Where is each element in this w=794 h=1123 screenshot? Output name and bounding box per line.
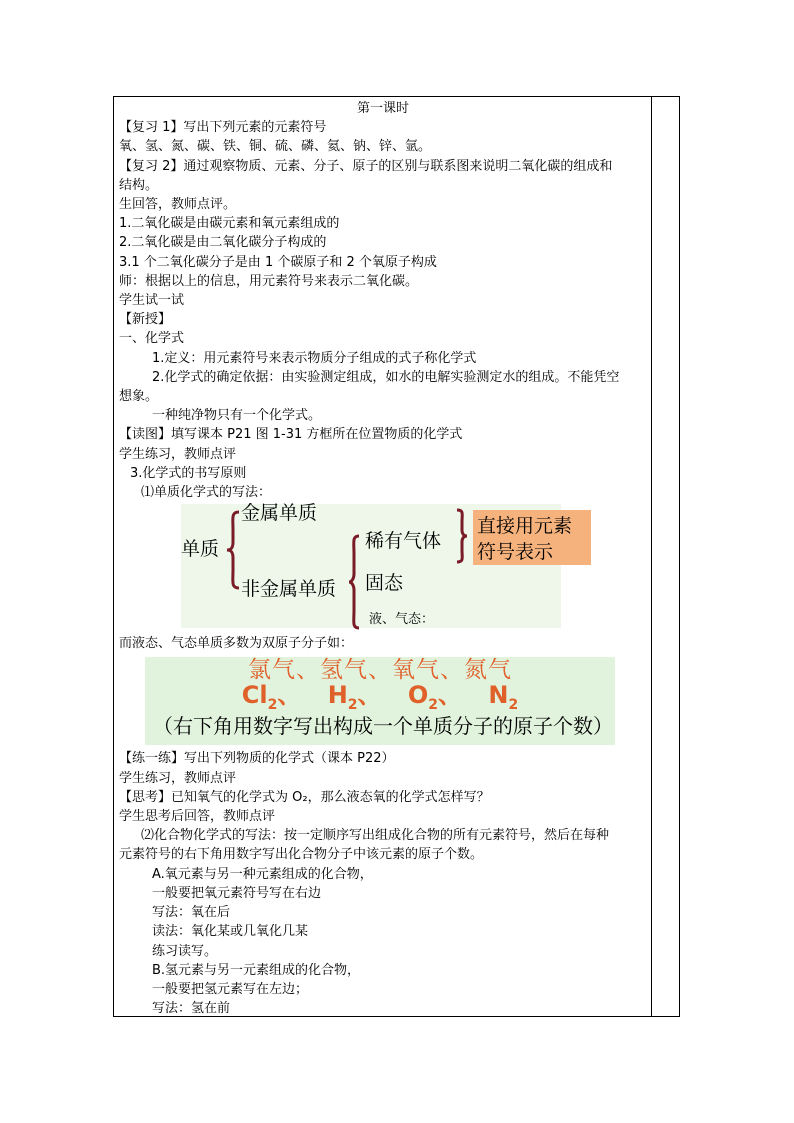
rule-line: 写法：氧在后 <box>152 905 231 921</box>
read-figure-line: 【读图】填写课本 P21 图 1-31 方框所在位置物质的化学式 <box>119 427 463 443</box>
liquid-line: 而液态、气态单质多数为双原子分子如： <box>119 636 354 652</box>
fig-nonmetal-label: 非金属单质 <box>241 578 337 601</box>
text-line: 【复习 1】写出下列元素的元素符号 <box>119 120 327 136</box>
fig-direct-symbol-box: 直接用元素符号表示 <box>473 510 591 565</box>
diatomic-names: 氯气、氢气、氧气、氮气 <box>248 657 512 684</box>
text-line: 1.二氧化碳是由碳元素和氧元素组成的 <box>119 216 340 232</box>
text-line: 一、化学式 <box>119 331 185 347</box>
compound-line: ⑵化合物化学式的写法：按一定顺序写出组成化合物的所有元素符号，然后在每种 <box>141 828 610 844</box>
brace-nonmetal <box>347 534 361 630</box>
fig-noble-label: 稀有气体 <box>365 530 442 553</box>
one-formula-line: 一种纯净物只有一个化学式。 <box>152 408 322 424</box>
basis-line-cont: 想象。 <box>119 389 159 405</box>
rule-line: 练习读写。 <box>152 943 218 959</box>
fig-root-label: 单质 <box>181 538 220 561</box>
practice-line: 学生练习，教师点评 <box>119 446 237 462</box>
diatomic-note: （右下角用数字写出构成一个单质分子的原子个数） <box>153 714 613 739</box>
lesson-content <box>119 99 647 1018</box>
lesson-title: 第一课时 <box>356 101 409 116</box>
rule-line: 读法：氧化某或几氧化几某 <box>152 924 309 940</box>
rule-line: 一般要把氧元素符号写在右边 <box>152 885 322 901</box>
text-line: 学生试一试 <box>119 293 185 309</box>
formula-o2: $O_2$、 <box>407 680 463 713</box>
rule-line: A.氧元素与另一种元素组成的化合物， <box>152 866 373 882</box>
diatomic-figure <box>145 657 615 745</box>
text-line: 学生练习，教师点评 <box>119 770 237 786</box>
principle-line: 3.化学式的书写原则 <box>130 465 247 481</box>
lesson-table <box>113 96 680 1017</box>
text-line: 2.二氧化碳是由二氧化碳分子构成的 <box>119 235 327 251</box>
text-line: 【新授】 <box>119 312 172 328</box>
fig-liquid-label: 液、气态： <box>369 612 435 628</box>
text-line: 氧、氢、氮、碳、铁、铜、硫、磷、氦、钠、锌、氩。 <box>119 139 432 155</box>
text-line: 结构。 <box>119 177 159 193</box>
text-line: 学生思考后回答，教师点评 <box>119 809 276 825</box>
text-line: 【复习 2】通过观察物质、元素、分子、原子的区别与联系图来说明二氧化碳的组成和 <box>119 158 613 174</box>
compound-line-cont: 元素符号的右下角用数字写出化合物分子中该元素的原子个数。 <box>119 847 484 863</box>
text-line: 【练一练】写出下列物质的化学式（课本 P22） <box>119 751 395 767</box>
fig-metal-label: 金属单质 <box>241 502 318 525</box>
text-line: 3.1 个二氧化碳分子是由 1 个碳原子和 2 个氧原子构成 <box>119 254 437 270</box>
rule-line: B.氢元素与另一元素组成的化合物， <box>152 962 361 978</box>
definition-line: 1.定义：用元素符号来表示物质分子组成的式子称化学式 <box>152 350 477 366</box>
formula-n2: $N_2$ <box>488 680 519 713</box>
single-method-line: ⑴单质化学式的写法： <box>141 485 272 501</box>
text-line: 【思考】已知氧气的化学式为 O₂，那么液态氧的化学式怎样写？ <box>119 789 490 805</box>
basis-line: 2.化学式的确定依据：由实验测定组成，如水的电解实验测定水的组成。不能凭空 <box>152 369 620 385</box>
element-classification-figure <box>181 502 573 628</box>
brace-root <box>225 510 241 590</box>
fig-solid-label: 固态 <box>365 572 404 595</box>
column-divider <box>651 97 652 1016</box>
diatomic-formulas <box>145 681 615 719</box>
rule-line: 写法：氢在前 <box>152 1001 231 1017</box>
text-line: 师：根据以上的信息，用元素符号来表示二氧化碳。 <box>119 273 419 289</box>
rule-line: 一般要把氢元素写在左边； <box>152 981 309 997</box>
text-line: 生回答，教师点评。 <box>119 197 237 213</box>
formula-h2: $H_2$、 <box>327 680 382 713</box>
brace-right <box>455 508 469 564</box>
formula-cl2: $Cl_2$、 <box>241 680 302 713</box>
